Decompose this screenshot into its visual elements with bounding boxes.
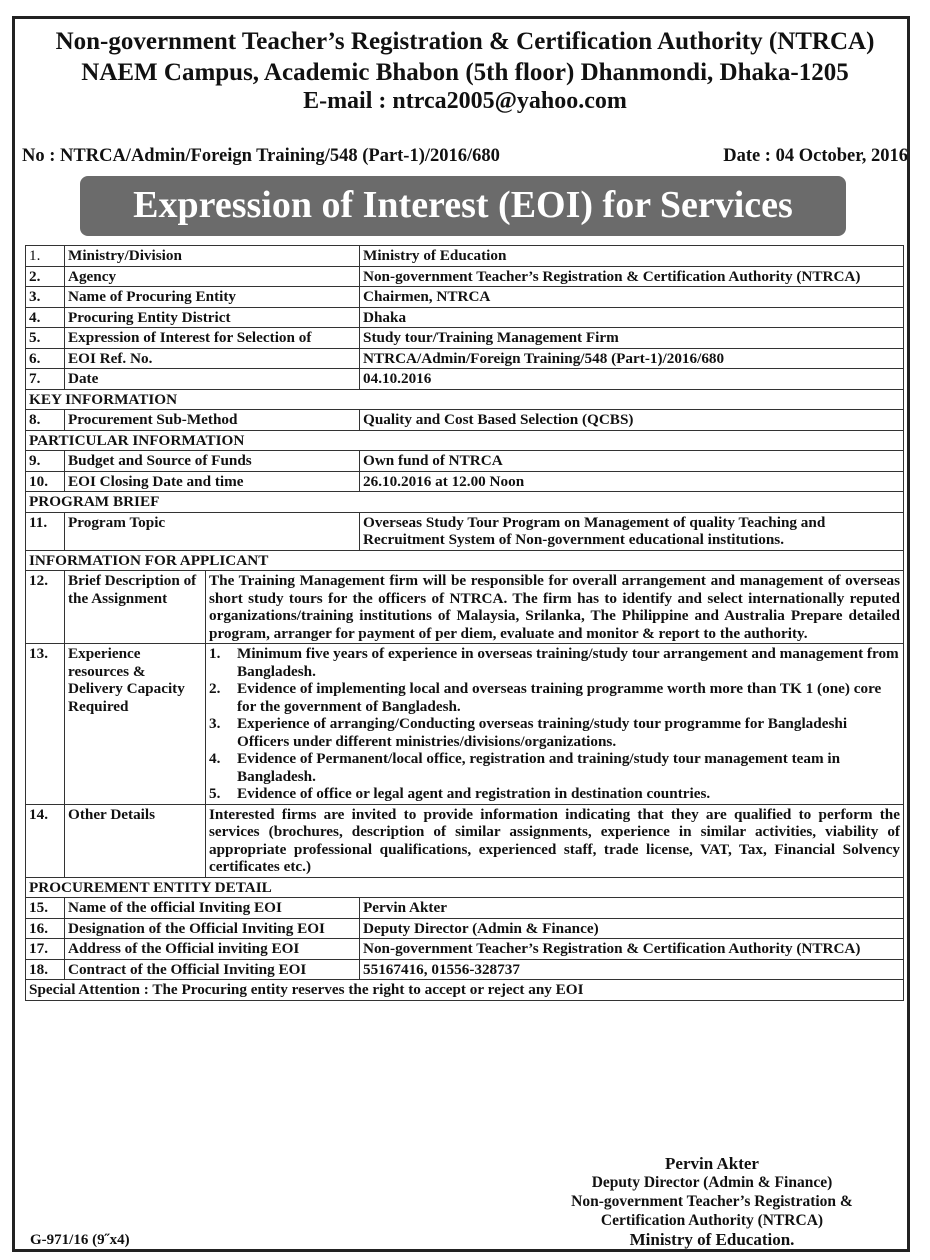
reference-date: Date : 04 October, 2016 bbox=[723, 146, 908, 166]
table-row bbox=[26, 369, 904, 390]
org-email: E-mail : ntrca2005@yahoo.com bbox=[303, 88, 627, 114]
row-number: 1. bbox=[26, 246, 65, 267]
section-heading-particular: PARTICULAR INFORMATION bbox=[26, 430, 904, 451]
table-row bbox=[26, 939, 904, 960]
reference-number: No : NTRCA/Admin/Foreign Training/548 (Part-1)/2016/680 bbox=[22, 146, 500, 166]
row-value bbox=[206, 644, 904, 805]
row-number: 17. bbox=[26, 939, 65, 960]
row-number: 5. bbox=[26, 328, 65, 349]
row-label: Contract of the Official Inviting EOI bbox=[65, 959, 360, 980]
row-label: EOI Closing Date and time bbox=[65, 471, 360, 492]
row-number: 3. bbox=[26, 287, 65, 308]
row-label: Procurement Sub-Method bbox=[65, 410, 360, 431]
eoi-table bbox=[25, 245, 904, 1001]
requirements-list bbox=[209, 645, 900, 803]
list-item: 5. Evidence of office or legal agent and registration in destination countries. bbox=[209, 785, 711, 802]
row-value: Pervin Akter bbox=[360, 898, 904, 919]
list-item: 1. Minimum five years of experience in overseas training/study tour arrangement and management from Bangladesh. bbox=[209, 645, 899, 680]
row-value: 26.10.2016 at 12.00 Noon bbox=[360, 471, 904, 492]
row-number: 16. bbox=[26, 918, 65, 939]
row-value: Non-government Teacher’s Registration & Certification Authority (NTRCA) bbox=[360, 939, 904, 960]
row-value: Dhaka bbox=[360, 307, 904, 328]
table-row bbox=[26, 571, 904, 878]
row-label: EOI Ref. No. bbox=[65, 348, 360, 369]
row-number: 15. bbox=[26, 898, 65, 919]
row-label: Ministry/Division bbox=[65, 246, 360, 267]
table-row bbox=[26, 266, 904, 287]
applicant-subtable bbox=[26, 571, 903, 877]
row-label: Brief Description of the Assignment bbox=[65, 571, 206, 644]
row-number: 18. bbox=[26, 959, 65, 980]
list-item: 2. Evidence of implementing local and overseas training programme worth more than TK 1 (one) core for the government of Bangladesh. bbox=[209, 680, 882, 715]
row-value: Ministry of Education bbox=[360, 246, 904, 267]
row-number: 11. bbox=[26, 512, 65, 550]
signature-block bbox=[542, 1154, 882, 1249]
special-attention-row bbox=[26, 980, 904, 1001]
table-row bbox=[26, 898, 904, 919]
row-number: 12. bbox=[26, 571, 65, 644]
row-value: Quality and Cost Based Selection (QCBS) bbox=[360, 410, 904, 431]
row-number: 13. bbox=[26, 644, 65, 805]
row-number: 8. bbox=[26, 410, 65, 431]
section-heading-program: PROGRAM BRIEF bbox=[26, 492, 904, 513]
row-label: Name of Procuring Entity bbox=[65, 287, 360, 308]
list-item: 4. Evidence of Permanent/local office, registration and training/study tour management team in Bangladesh. bbox=[209, 750, 841, 785]
section-row bbox=[26, 492, 904, 513]
row-label: Budget and Source of Funds bbox=[65, 451, 360, 472]
row-number: 9. bbox=[26, 451, 65, 472]
section-heading-applicant: INFORMATION FOR APPLICANT bbox=[26, 550, 904, 571]
row-number: 10. bbox=[26, 471, 65, 492]
row-value: Deputy Director (Admin & Finance) bbox=[360, 918, 904, 939]
row-label: Procuring Entity District bbox=[65, 307, 360, 328]
row-label: Program Topic bbox=[65, 512, 360, 550]
row-label: Designation of the Official Inviting EOI bbox=[65, 918, 360, 939]
table-row bbox=[26, 410, 904, 431]
table-row bbox=[26, 512, 904, 550]
table-row bbox=[26, 451, 904, 472]
section-heading-procurement: PROCUREMENT ENTITY DETAIL bbox=[26, 877, 904, 898]
row-number: 7. bbox=[26, 369, 65, 390]
signatory-org-line2: Certification Authority (NTRCA) bbox=[600, 1212, 824, 1229]
table-row bbox=[26, 959, 904, 980]
row-value: 55167416, 01556-328737 bbox=[360, 959, 904, 980]
row-number: 2. bbox=[26, 266, 65, 287]
row-value: Interested firms are invited to provide information indicating that they are qualified to perform the services (brochures, description of similar assignments, experience in similar activities, viability of appropriate professional qualifications, experienced staff, trade license, VAT, Tax, Financial Solvency certificates etc.) bbox=[206, 804, 904, 877]
row-value: Own fund of NTRCA bbox=[360, 451, 904, 472]
section-row bbox=[26, 389, 904, 410]
table-row bbox=[26, 307, 904, 328]
table-row bbox=[26, 246, 904, 267]
signatory-ministry: Ministry of Education. bbox=[629, 1230, 795, 1249]
section-row bbox=[26, 877, 904, 898]
section-row bbox=[26, 430, 904, 451]
table-row bbox=[26, 348, 904, 369]
row-label: Address of the Official inviting EOI bbox=[65, 939, 360, 960]
row-number: 14. bbox=[26, 804, 65, 877]
section-row bbox=[26, 550, 904, 571]
row-label: Other Details bbox=[65, 804, 206, 877]
special-attention: Special Attention : The Procuring entity reserves the right to accept or reject any EOI bbox=[26, 980, 904, 1001]
table-row bbox=[26, 471, 904, 492]
signatory-org-line1: Non-government Teacher’s Registration & bbox=[571, 1193, 853, 1210]
publication-code: G-971/16 (9˝x4) bbox=[30, 1232, 130, 1248]
row-label: Expression of Interest for Selection of bbox=[65, 328, 360, 349]
signatory-name: Pervin Akter bbox=[665, 1154, 759, 1173]
eoi-banner: Expression of Interest (EOI) for Services bbox=[80, 176, 846, 236]
signatory-designation: Deputy Director (Admin & Finance) bbox=[591, 1174, 833, 1191]
row-label: Experience resources & Delivery Capacity Required bbox=[65, 644, 206, 805]
section-heading-key: KEY INFORMATION bbox=[26, 389, 904, 410]
row-value: Non-government Teacher’s Registration & Certification Authority (NTRCA) bbox=[360, 266, 904, 287]
row-value: Study tour/Training Management Firm bbox=[360, 328, 904, 349]
list-item: 3. Experience of arranging/Conducting overseas training/study tour programme for Bangladeshi Officers under different ministries/divisions/organizations. bbox=[209, 715, 848, 750]
row-value: Chairmen, NTRCA bbox=[360, 287, 904, 308]
table-row bbox=[26, 328, 904, 349]
row-value: NTRCA/Admin/Foreign Training/548 (Part-1)/2016/680 bbox=[360, 348, 904, 369]
row-label: Agency bbox=[65, 266, 360, 287]
row-label: Date bbox=[65, 369, 360, 390]
table-row bbox=[26, 287, 904, 308]
table-row bbox=[26, 918, 904, 939]
row-value: Overseas Study Tour Program on Management of quality Teaching and Recruitment System of Non-government educational institutions. bbox=[360, 512, 904, 550]
row-value: The Training Management firm will be responsible for overall arrangement and management of overseas short study tours for the officers of NTRCA. The firm has to identify and select internationally reputed organizations/training institutions of Malaysia, Srilanka, The Philippine and Australia Prepare detailed program, arranger for payment of per diem, evaluate and monitor & report to the authority. bbox=[209, 572, 900, 642]
org-title: Non-government Teacher’s Registration & Certification Authority (NTRCA) bbox=[55, 28, 875, 55]
org-address: NAEM Campus, Academic Bhabon (5th floor) Dhanmondi, Dhaka-1205 bbox=[81, 59, 849, 86]
row-label: Name of the official Inviting EOI bbox=[65, 898, 360, 919]
row-number: 6. bbox=[26, 348, 65, 369]
row-value: 04.10.2016 bbox=[360, 369, 904, 390]
row-number: 4. bbox=[26, 307, 65, 328]
